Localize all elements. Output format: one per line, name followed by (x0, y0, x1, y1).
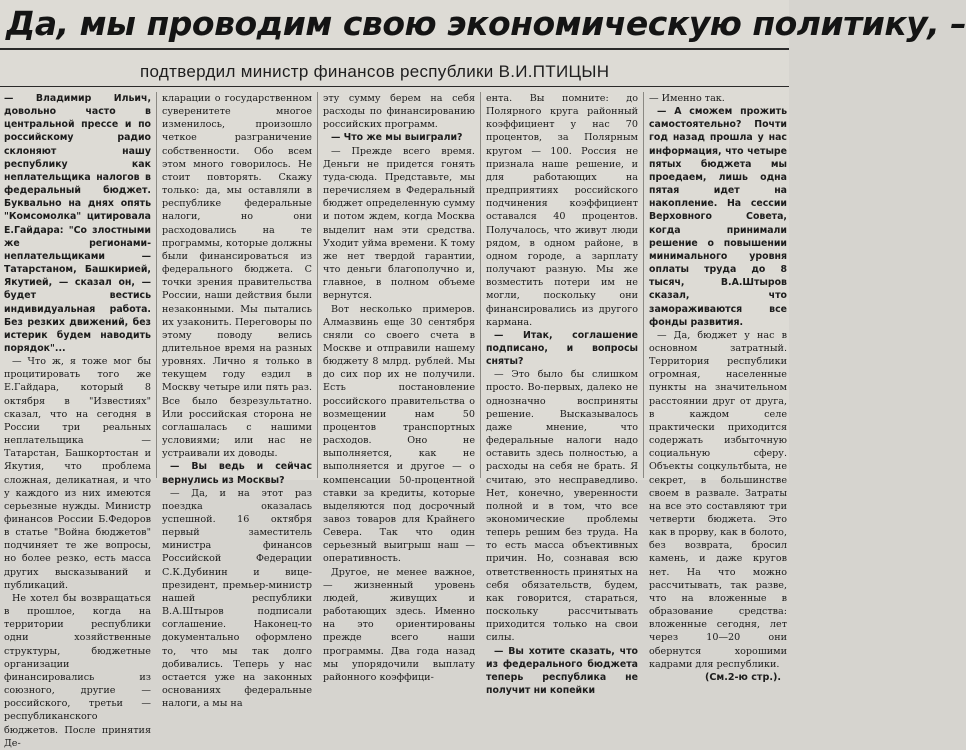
column-divider (643, 92, 644, 478)
paragraph: эту сумму берем на себя расходы по финансированию российских программ. (323, 93, 475, 131)
interview-question: — А сможем прожить самостоятельно? Почти год назад прошла у нас информация, что четыре пятых бюджета мы проедаем, лишь одна пятая идет на накопление. На сессии Верховного Совета, когда принимали решение о повышении минимального уровня оплаты труда до 8 тысяч, В.А.Штыров сказал, что замораживаются все фонды развития. (649, 106, 787, 328)
column-divider (156, 92, 157, 478)
subheadline-rule (0, 86, 789, 87)
paragraph: Не хотел бы возвращаться в прошлое, когда на территории республики одни хозяйственные структуры, бюджетные организации финансировались из союзного, другие — российского, третьи — республиканского бюджетов. После принятия Де- (4, 592, 151, 749)
article-column-2 (162, 92, 312, 710)
interview-question: — Вы ведь и сейчас вернулись из Москвы? (162, 461, 312, 486)
paragraph: Вот несколько примеров. Алмазвинь еще 30 сентября сняли со своего счета в Москве и отправили нашему бюджету 8 млрд. рублей. Мы до сих пор их не получили. Есть постановление российского правительства о возмещении нам 50 процентов транспортных расходов. Оно не выполняется, как не выполняется и другое — о компенсации 50-процентной ставки за кредиты, которые выделяются под досрочный завоз товаров для Крайнего Севера. Так что один серьезный выигрыш наш — оперативность. (323, 303, 475, 565)
paragraph: кларации о государственном суверенитете многое изменилось, произошло четкое разграничение собственности. Обо всем этом много говорилось. Не стоит повторять. Скажу только: да, мы оставляли в республике федеральные налоги, но они расходовались на те программы, которые должны были финансироваться из федерального бюджета. С точки зрения правительства России, наши действия были незаконными. Мы пытались их узаконить. Переговоры по этому поводу велись длительное время на разных уровнях. Лично я только в текущем году ездил в Москву четыре или пять раз. Все было безрезультатно. Или российская сторона не соглашалась с нашими условиями; или нас не устраивали их доводы. (162, 93, 312, 460)
article-column-5 (649, 92, 787, 683)
headline-rule (0, 48, 789, 50)
paragraph: — Владимир Ильич, довольно часто в центральной прессе и по российскому радио склоняют нашу республику как неплательщика налогов в федеральный бюджет. Буквально на днях опять "Комсомолка" цитировала Е.Гайдара: "Со злостными же регионами-неплательщиками — Татарстаном, Башкирией, Якутией, — сказал он, — будет вестись индивидуальная работа. Без резких движений, без истерик будем наводить порядок"... (4, 93, 151, 354)
headline: Да, мы проводим свою экономическую политику, – (6, 4, 966, 43)
continued-note: (См.2-ю стр.). (704, 671, 781, 683)
interview-question: — Итак, соглашение подписано, и вопросы сняты? (486, 329, 638, 368)
paragraph: — Да, бюджет у нас в основном затратный. Территория республики огромная, населенные пункты на значительном расстоянии друг от друга, в каждом селе практически приходится содержать избыточную социальную сферу. Объекты соцкультбыта, не секрет, в большинстве своем в развале. Затраты на все это составляют три четверти бюджета. Это как в прорву, как в болото, без возврата, бросил камень, и даже кругов нет. На что можно рассчитывать, так разве, что на вложенные в образование средства: вложенные сегодня, лет через 10—20 они обернутся хорошими кадрами для республики. (649, 329, 787, 670)
column-divider (317, 92, 318, 478)
article-column-3 (323, 92, 475, 683)
article-column-4 (486, 92, 638, 697)
subheadline: подтвердил министр финансов республики В.И.ПТИЦЫН (140, 62, 610, 81)
interview-question: — Что же мы выиграли? (331, 132, 463, 144)
paragraph: — Прежде всего время. Деньги не придется гонять туда-сюда. Представьте, мы перечисляем в Федеральный бюджет определенную сумму и потом ждем, когда Москва выделит нам эти средства. Уходит уйма времени. К тому же нет твердой гарантии, что деньги благополучно и, главное, в полном объеме вернутся. (323, 145, 475, 302)
paragraph: Другое, не менее важное, — жизненный уровень людей, живущих и работающих здесь. Именно на это ориентированы прежде всего наши программы. Два года назад мы упорядочили выплату районного коэффици- (323, 566, 475, 683)
paragraph: — Что ж, я тоже мог бы процитировать того же Е.Гайдара, который 8 октября в "Известиях" сказал, что на сегодня в России три реальных неплательщика — Татарстан, Башкортостан и Якутия, что проблема сложная, деликатная, и что у каждого из них имеются серьезные нужды. Министр финансов России Б.Федоров в статье "Война бюджетов" подчиняет те же вопросы, но более резко, есть масса других высказываний и публикаций. (4, 356, 151, 591)
article-body (4, 92, 787, 749)
paragraph: — Это было бы слишком просто. Во-первых, далеко не однозначно восприняты решение. Высказывалось даже мнение, что федеральные налоги надо оставить здесь полностью, а расходы на себя не брать. Я считаю, это несправедливо. Нет, конечно, уверенности полной и в том, что все экономические проблемы теперь решим без труда. На то есть масса объективных причин. Но, сознавая всю ответственность принятых на себя обязательств, будем, как говорится, стараться, поскольку рассчитывать приходится только на свои силы. (486, 369, 638, 644)
paragraph: ента. Вы помните: до Полярного круга районный коэффициент у нас 70 процентов, за Полярным кругом — 100. Россия не признала наше решение, и для работающих на предприятиях российского подчинения коэффициент оставался 40 процентов. Получалось, что живут люди рядом, в одном районе, в одном городе, а зарплату получают разную. Мы же возместить потери им не могли, поскольку они финансировались из другого кармана. (486, 93, 638, 328)
paragraph: — Именно так. (649, 93, 725, 104)
paragraph: — Да, и на этот раз поездка оказалась успешной. 16 октября первый заместитель министра финансов Российской Федерации С.К.Дубинин и вице-президент, премьер-министр нашей республики В.А.Штыров подписали соглашение. Наконец-то документально оформлено то, что мы так долго добивались. Теперь у нас остается уже на законных основаниях федеральные налоги, а мы на (162, 487, 312, 710)
interview-question: — Вы хотите сказать, что из федерального бюджета теперь республика не получит ни копейки (486, 645, 638, 697)
article-column-1 (4, 92, 151, 749)
column-divider (480, 92, 481, 478)
